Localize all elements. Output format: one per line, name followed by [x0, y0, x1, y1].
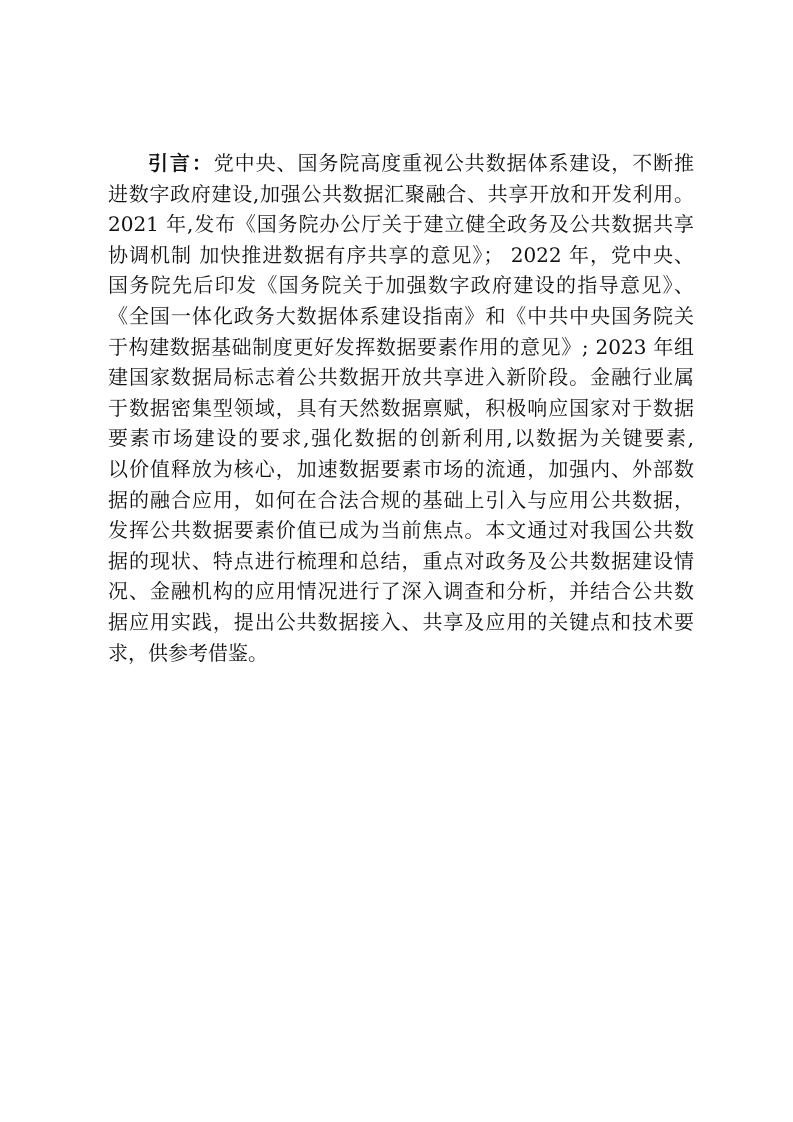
paragraph-line: 据的融合应用，如何在合法合规的基础上引入与应用公共数据， — [108, 487, 694, 512]
paragraph-line: 以价值释放为核心，加速数据要素市场的流通，加强内、外部数 — [108, 456, 694, 481]
paragraph-line: 于构建数据基础制度更好发挥数据要素作用的意见》; 2023 年组 — [108, 334, 694, 359]
paragraph-line: 发挥公共数据要素价值已成为当前焦点。本文通过对我国公共数 — [108, 518, 694, 543]
paragraph-line: 2021 年,发布《国务院办公厅关于建立健全政务及公共数据共享 — [108, 212, 694, 237]
paragraph-line-last: 求，供参考借鉴。 — [108, 640, 268, 665]
paragraph-line: 据的现状、特点进行梳理和总结，重点对政务及公共数据建设情 — [108, 548, 694, 573]
paragraph-line: 进数字政府建设,加强公共数据汇聚融合、共享开放和开发利用。 — [108, 181, 694, 206]
paragraph-line: 国务院先后印发《国务院关于加强数字政府建设的指导意见》、 — [108, 273, 694, 298]
paragraph-line: 据应用实践，提出公共数据接入、共享及应用的关键点和技术要 — [108, 609, 694, 634]
paragraph-line-first — [108, 148, 694, 179]
introduction-paragraph — [108, 148, 694, 668]
paragraph-line: 建国家数据局标志着公共数据开放共享进入新阶段。金融行业属 — [108, 365, 694, 390]
paragraph-line: 协调机制 加快推进数据有序共享的意见》； 2022 年，党中央、 — [108, 242, 694, 267]
paragraph-line-text: 党中央、国务院高度重视公共数据体系建设，不断推 — [213, 151, 695, 175]
paragraph-line: 况、金融机构的应用情况进行了深入调查和分析，并结合公共数 — [108, 579, 694, 604]
paragraph-line: 《全国一体化政务大数据体系建设指南》和《中共中央国务院关 — [108, 303, 694, 328]
paragraph-line: 要素市场建设的要求,强化数据的创新利用,以数据为关键要素, — [108, 426, 694, 451]
paragraph-line: 于数据密集型领域，具有天然数据禀赋，积极响应国家对于数据 — [108, 395, 694, 420]
introduction-label: 引言： — [148, 151, 214, 175]
